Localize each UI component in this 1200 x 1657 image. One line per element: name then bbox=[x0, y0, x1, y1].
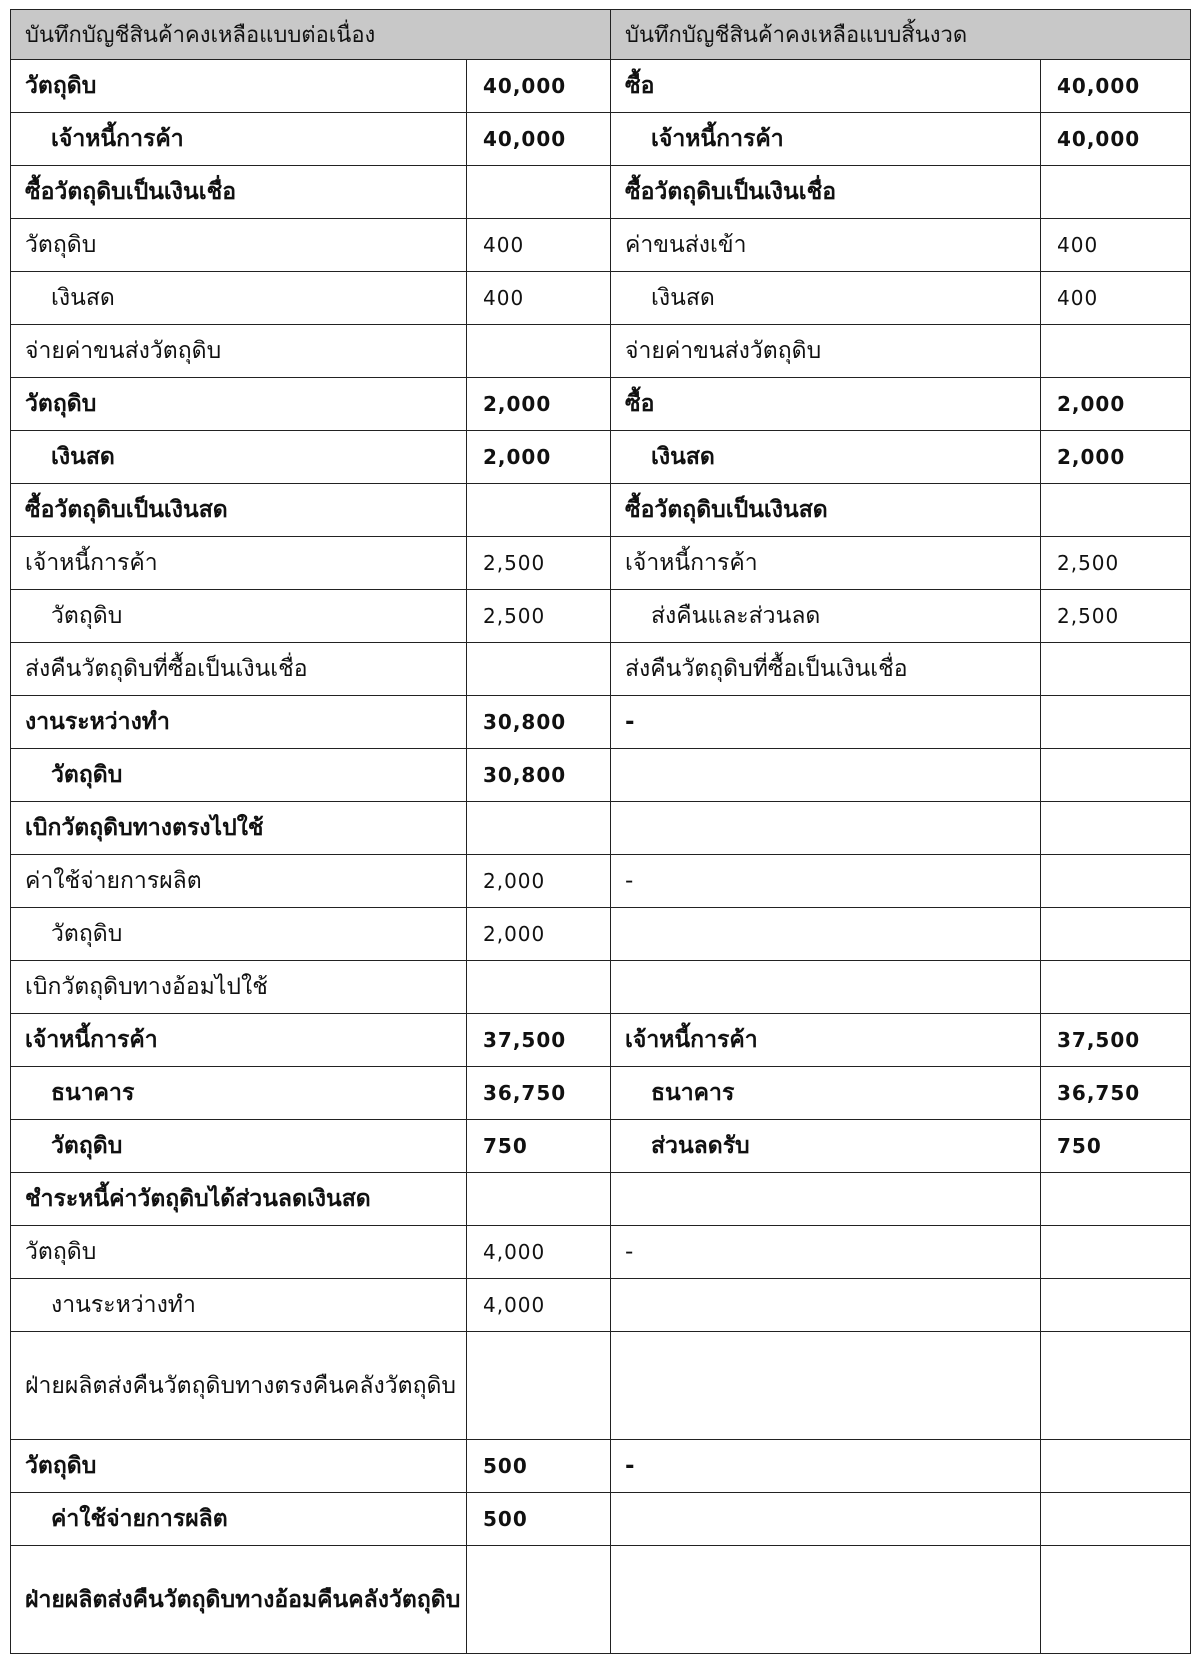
table-row bbox=[11, 855, 1191, 908]
periodic-account bbox=[611, 1332, 1041, 1440]
perpetual-amount bbox=[467, 484, 611, 537]
perpetual-account: วัตถุดิบ bbox=[11, 219, 467, 272]
periodic-amount: 2,000 bbox=[1041, 378, 1191, 431]
periodic-amount bbox=[1041, 855, 1191, 908]
periodic-account: เจ้าหนี้การค้า bbox=[611, 1014, 1041, 1067]
periodic-amount: 750 bbox=[1041, 1120, 1191, 1173]
periodic-amount: 40,000 bbox=[1041, 60, 1191, 113]
periodic-account: ส่งคืนและส่วนลด bbox=[611, 590, 1041, 643]
periodic-amount bbox=[1041, 1440, 1191, 1493]
perpetual-account: วัตถุดิบ bbox=[11, 378, 467, 431]
periodic-account: ค่าขนส่งเข้า bbox=[611, 219, 1041, 272]
periodic-amount bbox=[1041, 961, 1191, 1014]
periodic-account bbox=[611, 1279, 1041, 1332]
perpetual-amount bbox=[467, 961, 611, 1014]
periodic-account: ซื้อ bbox=[611, 378, 1041, 431]
table-row bbox=[11, 1493, 1191, 1546]
perpetual-account: งานระหว่างทำ bbox=[11, 696, 467, 749]
table-row bbox=[11, 1173, 1191, 1226]
periodic-account bbox=[611, 1173, 1041, 1226]
table-row bbox=[11, 60, 1191, 113]
perpetual-amount: 750 bbox=[467, 1120, 611, 1173]
perpetual-account: เบิกวัตถุดิบทางตรงไปใช้ bbox=[11, 802, 467, 855]
perpetual-account: วัตถุดิบ bbox=[11, 60, 467, 113]
table-row bbox=[11, 272, 1191, 325]
periodic-amount: 400 bbox=[1041, 219, 1191, 272]
header-periodic: บันทึกบัญชีสินค้าคงเหลือแบบสิ้นงวด bbox=[611, 10, 1191, 60]
perpetual-amount: 30,800 bbox=[467, 749, 611, 802]
table-row bbox=[11, 166, 1191, 219]
periodic-amount bbox=[1041, 696, 1191, 749]
periodic-amount bbox=[1041, 749, 1191, 802]
periodic-account: - bbox=[611, 696, 1041, 749]
perpetual-account: ค่าใช้จ่ายการผลิต bbox=[11, 1493, 467, 1546]
periodic-amount bbox=[1041, 643, 1191, 696]
perpetual-amount: 400 bbox=[467, 272, 611, 325]
periodic-amount bbox=[1041, 1226, 1191, 1279]
table-row bbox=[11, 590, 1191, 643]
table-row bbox=[11, 113, 1191, 166]
perpetual-account: จ่ายค่าขนส่งวัตถุดิบ bbox=[11, 325, 467, 378]
periodic-account bbox=[611, 908, 1041, 961]
periodic-account bbox=[611, 961, 1041, 1014]
table-row bbox=[11, 643, 1191, 696]
periodic-account bbox=[611, 1493, 1041, 1546]
perpetual-account: วัตถุดิบ bbox=[11, 1440, 467, 1493]
periodic-account: เงินสด bbox=[611, 272, 1041, 325]
perpetual-account: เจ้าหนี้การค้า bbox=[11, 537, 467, 590]
perpetual-amount: 2,000 bbox=[467, 378, 611, 431]
perpetual-account: ฝ่ายผลิตส่งคืนวัตถุดิบทางตรงคืนคลังวัตถุดิบ bbox=[11, 1332, 467, 1440]
table-row bbox=[11, 908, 1191, 961]
periodic-account: ธนาคาร bbox=[611, 1067, 1041, 1120]
periodic-amount bbox=[1041, 1546, 1191, 1654]
perpetual-account: งานระหว่างทำ bbox=[11, 1279, 467, 1332]
table-row bbox=[11, 378, 1191, 431]
table-row bbox=[11, 1014, 1191, 1067]
perpetual-amount: 500 bbox=[467, 1493, 611, 1546]
perpetual-account: ส่งคืนวัตถุดิบที่ซื้อเป็นเงินเชื่อ bbox=[11, 643, 467, 696]
table-row bbox=[11, 1440, 1191, 1493]
table-row bbox=[11, 1279, 1191, 1332]
periodic-account: ส่วนลดรับ bbox=[611, 1120, 1041, 1173]
periodic-amount bbox=[1041, 484, 1191, 537]
perpetual-account: เจ้าหนี้การค้า bbox=[11, 113, 467, 166]
table-row bbox=[11, 431, 1191, 484]
perpetual-account: ซื้อวัตถุดิบเป็นเงินสด bbox=[11, 484, 467, 537]
perpetual-amount: 37,500 bbox=[467, 1014, 611, 1067]
periodic-account: - bbox=[611, 855, 1041, 908]
perpetual-amount bbox=[467, 643, 611, 696]
table-row bbox=[11, 961, 1191, 1014]
periodic-account: ส่งคืนวัตถุดิบที่ซื้อเป็นเงินเชื่อ bbox=[611, 643, 1041, 696]
periodic-amount: 37,500 bbox=[1041, 1014, 1191, 1067]
perpetual-amount: 400 bbox=[467, 219, 611, 272]
table-row bbox=[11, 537, 1191, 590]
periodic-amount bbox=[1041, 1332, 1191, 1440]
periodic-account: จ่ายค่าขนส่งวัตถุดิบ bbox=[611, 325, 1041, 378]
perpetual-account: วัตถุดิบ bbox=[11, 1226, 467, 1279]
perpetual-account: วัตถุดิบ bbox=[11, 590, 467, 643]
periodic-amount bbox=[1041, 325, 1191, 378]
perpetual-amount: 36,750 bbox=[467, 1067, 611, 1120]
table-row bbox=[11, 696, 1191, 749]
perpetual-account: วัตถุดิบ bbox=[11, 908, 467, 961]
journal-comparison-table bbox=[10, 9, 1191, 1654]
periodic-amount bbox=[1041, 802, 1191, 855]
table-row bbox=[11, 1067, 1191, 1120]
periodic-account: ซื้อ bbox=[611, 60, 1041, 113]
perpetual-amount bbox=[467, 166, 611, 219]
perpetual-amount bbox=[467, 1332, 611, 1440]
header-perpetual: บันทึกบัญชีสินค้าคงเหลือแบบต่อเนื่อง bbox=[11, 10, 611, 60]
periodic-account: - bbox=[611, 1226, 1041, 1279]
table-row bbox=[11, 1332, 1191, 1440]
perpetual-account: วัตถุดิบ bbox=[11, 1120, 467, 1173]
perpetual-amount: 30,800 bbox=[467, 696, 611, 749]
periodic-account: เงินสด bbox=[611, 431, 1041, 484]
perpetual-amount: 40,000 bbox=[467, 113, 611, 166]
table-row bbox=[11, 749, 1191, 802]
perpetual-amount: 40,000 bbox=[467, 60, 611, 113]
perpetual-amount bbox=[467, 1173, 611, 1226]
periodic-account: - bbox=[611, 1440, 1041, 1493]
perpetual-amount bbox=[467, 802, 611, 855]
periodic-account bbox=[611, 802, 1041, 855]
header-row bbox=[11, 10, 1191, 60]
perpetual-amount: 2,000 bbox=[467, 431, 611, 484]
periodic-amount bbox=[1041, 1173, 1191, 1226]
perpetual-amount: 2,500 bbox=[467, 537, 611, 590]
perpetual-amount: 4,000 bbox=[467, 1279, 611, 1332]
perpetual-account: ชำระหนี้ค่าวัตถุดิบได้ส่วนลดเงินสด bbox=[11, 1173, 467, 1226]
perpetual-account: ฝ่ายผลิตส่งคืนวัตถุดิบทางอ้อมคืนคลังวัตถุดิบ bbox=[11, 1546, 467, 1654]
periodic-amount: 400 bbox=[1041, 272, 1191, 325]
table-row bbox=[11, 1120, 1191, 1173]
periodic-account: เจ้าหนี้การค้า bbox=[611, 113, 1041, 166]
perpetual-amount: 500 bbox=[467, 1440, 611, 1493]
perpetual-account: วัตถุดิบ bbox=[11, 749, 467, 802]
perpetual-amount: 4,000 bbox=[467, 1226, 611, 1279]
table-row bbox=[11, 802, 1191, 855]
periodic-account: ซื้อวัตถุดิบเป็นเงินเชื่อ bbox=[611, 166, 1041, 219]
periodic-amount bbox=[1041, 908, 1191, 961]
periodic-account bbox=[611, 749, 1041, 802]
periodic-amount bbox=[1041, 1493, 1191, 1546]
table-row bbox=[11, 219, 1191, 272]
table-row bbox=[11, 1226, 1191, 1279]
perpetual-amount: 2,000 bbox=[467, 855, 611, 908]
perpetual-account: เจ้าหนี้การค้า bbox=[11, 1014, 467, 1067]
perpetual-amount: 2,500 bbox=[467, 590, 611, 643]
periodic-amount bbox=[1041, 1279, 1191, 1332]
periodic-amount: 2,500 bbox=[1041, 590, 1191, 643]
periodic-account: เจ้าหนี้การค้า bbox=[611, 537, 1041, 590]
perpetual-account: ค่าใช้จ่ายการผลิต bbox=[11, 855, 467, 908]
perpetual-account: ธนาคาร bbox=[11, 1067, 467, 1120]
perpetual-amount bbox=[467, 325, 611, 378]
periodic-amount: 40,000 bbox=[1041, 113, 1191, 166]
table-row bbox=[11, 1546, 1191, 1654]
periodic-amount: 2,000 bbox=[1041, 431, 1191, 484]
table-row bbox=[11, 484, 1191, 537]
perpetual-account: เงินสด bbox=[11, 272, 467, 325]
periodic-account bbox=[611, 1546, 1041, 1654]
perpetual-account: ซื้อวัตถุดิบเป็นเงินเชื่อ bbox=[11, 166, 467, 219]
table-row bbox=[11, 325, 1191, 378]
periodic-amount: 36,750 bbox=[1041, 1067, 1191, 1120]
perpetual-account: เบิกวัตถุดิบทางอ้อมไปใช้ bbox=[11, 961, 467, 1014]
perpetual-amount: 2,000 bbox=[467, 908, 611, 961]
periodic-amount bbox=[1041, 166, 1191, 219]
periodic-amount: 2,500 bbox=[1041, 537, 1191, 590]
perpetual-amount bbox=[467, 1546, 611, 1654]
perpetual-account: เงินสด bbox=[11, 431, 467, 484]
journal-table-body bbox=[11, 10, 1191, 1654]
periodic-account: ซื้อวัตถุดิบเป็นเงินสด bbox=[611, 484, 1041, 537]
